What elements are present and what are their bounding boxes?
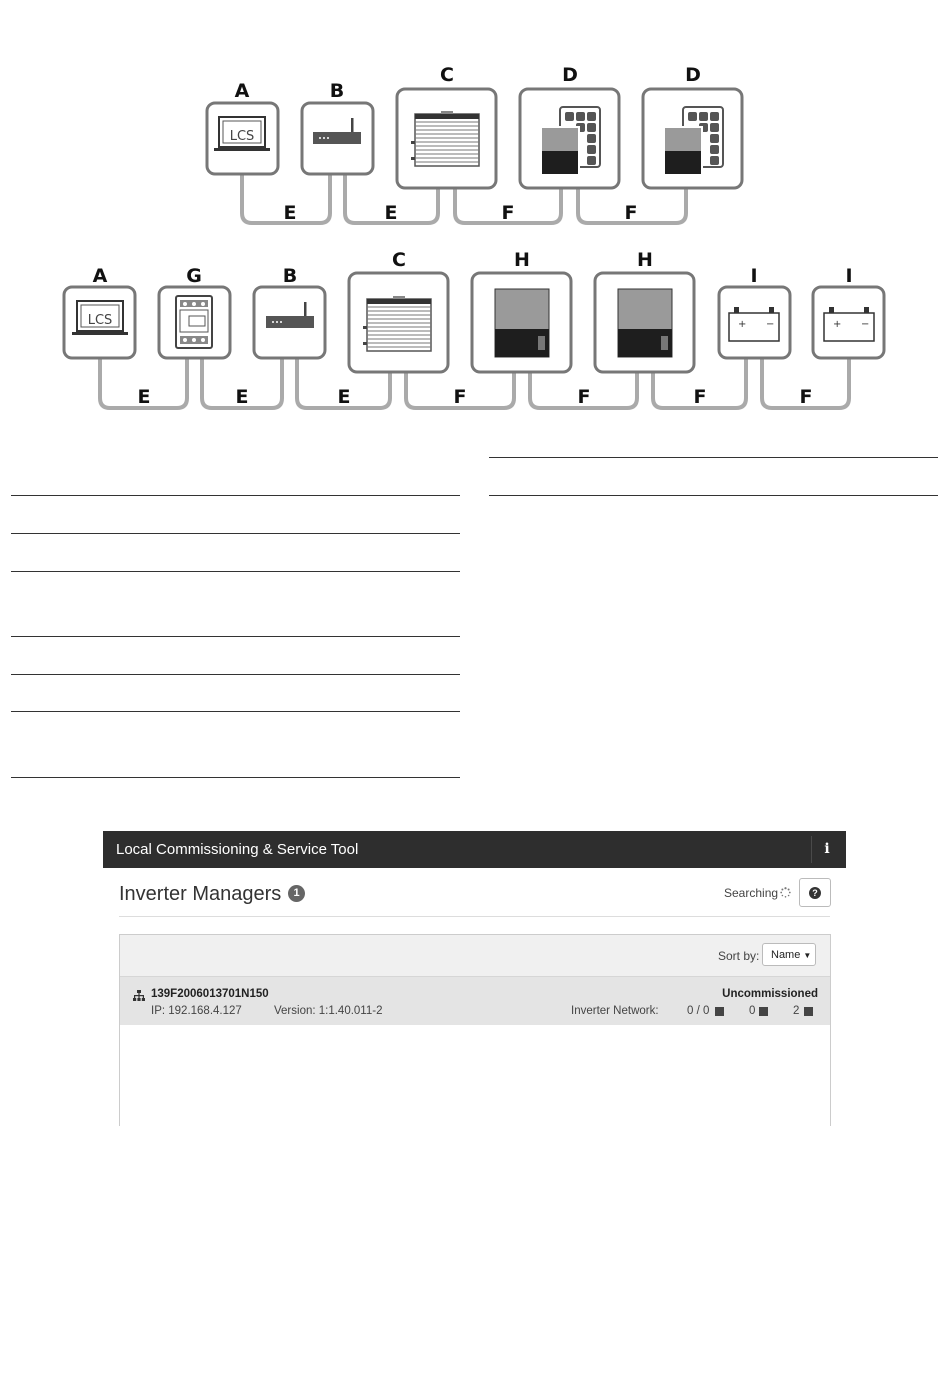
link-label-top-4: F (624, 202, 638, 224)
link-label-bottom-1: E (137, 386, 151, 408)
link-label-bottom-5: F (577, 386, 591, 408)
battery-plus: + (833, 319, 842, 330)
page-title: Inverter Managers (119, 883, 282, 905)
label-top-1: A (234, 80, 250, 102)
label-bottom-6: H (637, 249, 653, 271)
battery-minus: − (766, 319, 775, 330)
link-label-bottom-3: E (337, 386, 351, 408)
label-bottom-7: I (750, 265, 758, 287)
info-icon[interactable]: i (811, 836, 842, 863)
status-square-icon (715, 1007, 724, 1016)
table-rule (11, 533, 460, 534)
table-rule (11, 636, 460, 637)
table-rule (11, 777, 460, 778)
sort-value: Name (771, 949, 801, 961)
link-label-top-1: E (283, 202, 297, 224)
table-rule (11, 674, 460, 675)
link-label-bottom-7: F (799, 386, 813, 408)
label-top-5: D (685, 64, 701, 86)
link-label-top-3: F (501, 202, 515, 224)
status-square-icon (804, 1007, 813, 1016)
network-count-3: 2 (793, 1005, 800, 1017)
table-rule (11, 495, 460, 496)
link-label-bottom-2: E (235, 386, 249, 408)
status-square-icon (759, 1007, 768, 1016)
help-icon: ? (809, 887, 821, 899)
inverter-manager-row[interactable] (120, 977, 830, 1025)
network-icon (133, 988, 145, 1006)
lcs-screenshot (103, 831, 846, 1126)
network-diagram (0, 0, 950, 420)
device-name: 139F2006013701N150 (151, 988, 269, 1000)
label-top-4: D (562, 64, 578, 86)
device-version: Version: 1:1.40.011-2 (274, 1005, 383, 1017)
link-label-bottom-6: F (693, 386, 707, 408)
link-label-bottom-4: F (453, 386, 467, 408)
device-status: Uncommissioned (722, 988, 818, 1000)
app-header (103, 831, 846, 868)
network-count-2: 0 (749, 1005, 756, 1017)
sort-label: Sort by: (718, 949, 760, 963)
inverter-manager-panel (119, 934, 831, 1126)
table-rule (11, 711, 460, 712)
table-rule (489, 457, 938, 458)
network-count-1: 0 / 0 (687, 1005, 710, 1017)
energy-meter-icon (176, 296, 212, 348)
label-bottom-5: H (514, 249, 530, 271)
label-top-2: B (329, 80, 345, 102)
count-badge: 1 (288, 885, 305, 902)
panel-header (120, 935, 830, 977)
link-label-top-2: E (384, 202, 398, 224)
device-ip: IP: 192.168.4.127 (151, 1005, 242, 1017)
inverter-manager-icon (363, 296, 431, 351)
sort-dropdown[interactable] (762, 943, 816, 966)
battery-inverter-icon (495, 289, 549, 357)
battery-inverter-icon (618, 289, 672, 357)
caret-down-icon: ▼ (803, 951, 812, 960)
inverter-manager-icon (411, 111, 479, 166)
label-bottom-4: C (392, 249, 406, 271)
battery-minus: − (861, 319, 870, 330)
label-bottom-3: B (282, 265, 298, 287)
table-rule (489, 495, 938, 496)
spinner-icon (780, 887, 791, 901)
battery-plus: + (738, 319, 747, 330)
label-bottom-1: A (92, 265, 108, 287)
title-divider (119, 916, 830, 917)
label-bottom-2: G (186, 265, 202, 287)
laptop-label: LCS (229, 129, 255, 144)
inverter-network-label: Inverter Network: (571, 1005, 659, 1017)
app-title: Local Commissioning & Service Tool (116, 841, 359, 858)
help-button[interactable] (799, 878, 831, 907)
searching-status: Searching (724, 886, 779, 900)
label-top-3: C (440, 64, 454, 86)
table-rule (11, 571, 460, 572)
label-bottom-8: I (845, 265, 853, 287)
laptop-label: LCS (87, 313, 113, 328)
